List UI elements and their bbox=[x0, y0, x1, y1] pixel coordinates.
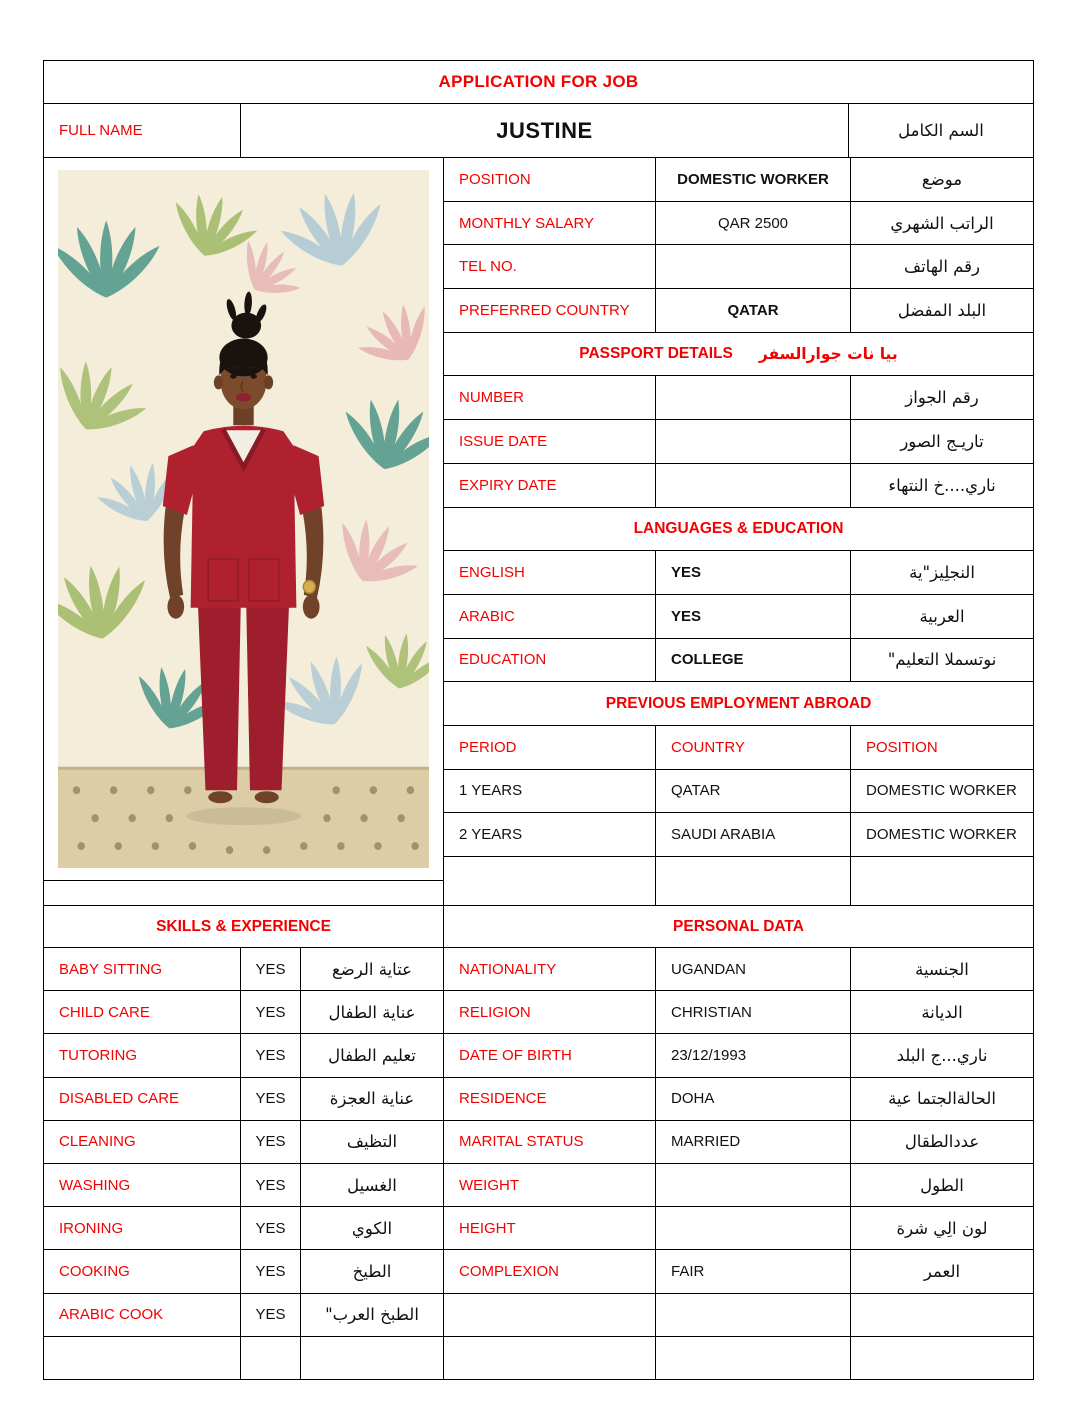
position-label: POSITION bbox=[444, 158, 656, 201]
personal-empty-row-1 bbox=[444, 1294, 1033, 1337]
tel-arabic-label: رقم الهاتف bbox=[904, 257, 980, 277]
photo-cell bbox=[44, 158, 444, 905]
education-label: EDUCATION bbox=[444, 639, 656, 682]
issue-date-arabic-label: تاريـج الصور bbox=[900, 431, 984, 451]
issue-date-value bbox=[656, 420, 851, 463]
dob-value: 23/12/1993 bbox=[656, 1034, 851, 1076]
row-washing bbox=[44, 1164, 443, 1207]
child-care-arabic-label: عناية الطفال bbox=[328, 1002, 416, 1022]
languages-header-text: LANGUAGES & EDUCATION bbox=[633, 519, 844, 537]
arabic-cook-arabic-label: الطبخ العرب" bbox=[325, 1305, 419, 1325]
expiry-date-arabic-label: ناري....خ النتهاء bbox=[888, 475, 996, 495]
details-column bbox=[444, 158, 1033, 905]
row-weight bbox=[444, 1164, 1033, 1207]
washing-arabic-label: الغسيل bbox=[347, 1175, 397, 1195]
employment-2-period: 2 YEARS bbox=[444, 813, 656, 856]
disabled-care-label: DISABLED CARE bbox=[44, 1078, 241, 1120]
row-tel-no bbox=[444, 245, 1033, 289]
salary-arabic-label: الراتب الشهري bbox=[890, 213, 994, 233]
religion-label: RELIGION bbox=[444, 991, 656, 1033]
cleaning-label: CLEANING bbox=[44, 1121, 241, 1163]
tel-value bbox=[656, 245, 851, 288]
row-marital-status bbox=[444, 1121, 1033, 1164]
passport-header-text: PASSPORT DETAILS bbox=[579, 345, 733, 363]
employment-header-text: PREVIOUS EMPLOYMENT ABROAD bbox=[605, 694, 872, 712]
cooking-value: YES bbox=[241, 1250, 301, 1292]
empty-cell bbox=[851, 857, 1033, 905]
passport-section-header bbox=[444, 333, 1033, 377]
row-residence bbox=[444, 1078, 1033, 1121]
row-english bbox=[444, 551, 1033, 595]
full-name-row bbox=[44, 104, 1033, 158]
row-position bbox=[444, 158, 1033, 202]
application-form-table bbox=[43, 60, 1034, 1380]
row-disabled-care bbox=[44, 1078, 443, 1121]
photo-bottom-spacer bbox=[44, 880, 443, 905]
employment-1-period: 1 YEARS bbox=[444, 770, 656, 813]
religion-value: CHRISTIAN bbox=[656, 991, 851, 1033]
full-name-label: FULL NAME bbox=[44, 104, 241, 157]
empty-cell bbox=[44, 1337, 241, 1379]
row-cooking bbox=[44, 1250, 443, 1293]
cleaning-arabic-label: التظيف bbox=[346, 1132, 398, 1152]
weight-label: WEIGHT bbox=[444, 1164, 656, 1206]
personal-header-text: PERSONAL DATA bbox=[673, 917, 804, 935]
row-child-care bbox=[44, 991, 443, 1034]
row-tutoring bbox=[44, 1034, 443, 1077]
residence-arabic-label: الحالةالجتما عية bbox=[888, 1089, 996, 1109]
ironing-arabic-label: الكوي bbox=[351, 1218, 393, 1238]
arabic-cook-label: ARABIC COOK bbox=[44, 1294, 241, 1336]
dob-arabic-label: ناري...ج البلد bbox=[896, 1046, 988, 1065]
residence-label: RESIDENCE bbox=[444, 1078, 656, 1120]
employment-row-1 bbox=[444, 770, 1033, 814]
tutoring-arabic-label: تعليم الطفال bbox=[328, 1046, 416, 1065]
complexion-label: COMPLEXION bbox=[444, 1250, 656, 1292]
employment-row-2 bbox=[444, 813, 1033, 857]
arabic-arabic-label: العربية bbox=[919, 606, 965, 626]
row-nationality bbox=[444, 948, 1033, 991]
complexion-value: FAIR bbox=[656, 1250, 851, 1292]
baby-sitting-arabic-label: عتاية الرضع bbox=[331, 959, 413, 979]
personal-column bbox=[444, 948, 1033, 1379]
empty-cell bbox=[851, 1337, 1033, 1379]
residence-value: DOHA bbox=[656, 1078, 851, 1120]
skills-column bbox=[44, 948, 444, 1379]
employment-2-country: SAUDI ARABIA bbox=[656, 813, 851, 856]
height-value bbox=[656, 1207, 851, 1249]
weight-value bbox=[656, 1164, 851, 1206]
expiry-date-value bbox=[656, 464, 851, 507]
employment-col-country: COUNTRY bbox=[656, 726, 851, 769]
expiry-date-label: EXPIRY DATE bbox=[444, 464, 656, 507]
form-title-row bbox=[44, 61, 1033, 104]
disabled-care-value: YES bbox=[241, 1078, 301, 1120]
row-religion bbox=[444, 991, 1033, 1034]
skills-header-text: SKILLS & EXPERIENCE bbox=[156, 917, 331, 935]
empty-cell bbox=[656, 857, 851, 905]
nationality-arabic-label: الجنسية bbox=[915, 959, 969, 979]
arabic-value: YES bbox=[656, 595, 851, 638]
passport-number-arabic-label: رقم الجواز bbox=[905, 388, 979, 408]
disabled-care-arabic-label: عناية العجزة bbox=[329, 1089, 415, 1109]
row-arabic-language bbox=[444, 595, 1033, 639]
marital-status-arabic-label: عددالطقال bbox=[904, 1132, 980, 1152]
tutoring-value: YES bbox=[241, 1034, 301, 1076]
employment-2-position: DOMESTIC WORKER bbox=[866, 826, 1017, 844]
row-baby-sitting bbox=[44, 948, 443, 991]
baby-sitting-value: YES bbox=[241, 948, 301, 990]
position-arabic-label: موضع bbox=[921, 169, 963, 189]
row-arabic-cook bbox=[44, 1294, 443, 1337]
issue-date-label: ISSUE DATE bbox=[444, 420, 656, 463]
nationality-value: UGANDAN bbox=[656, 948, 851, 990]
row-cleaning bbox=[44, 1121, 443, 1164]
country-label: PREFERRED COUNTRY bbox=[444, 289, 656, 332]
row-monthly-salary bbox=[444, 202, 1033, 246]
employment-empty-row bbox=[444, 857, 1033, 905]
empty-cell bbox=[444, 1294, 656, 1336]
nationality-label: NATIONALITY bbox=[444, 948, 656, 990]
wrist-watch bbox=[303, 580, 315, 593]
washing-value: YES bbox=[241, 1164, 301, 1206]
personal-empty-row-2 bbox=[444, 1337, 1033, 1379]
marital-status-value: MARRIED bbox=[656, 1121, 851, 1163]
arabic-cook-value: YES bbox=[241, 1294, 301, 1336]
dob-label: DATE OF BIRTH bbox=[444, 1034, 656, 1076]
row-date-of-birth bbox=[444, 1034, 1033, 1077]
english-label: ENGLISH bbox=[444, 551, 656, 594]
row-ironing bbox=[44, 1207, 443, 1250]
personal-section-header bbox=[444, 906, 1033, 947]
empty-cell bbox=[656, 1294, 851, 1336]
salary-label: MONTHLY SALARY bbox=[444, 202, 656, 245]
row-complexion bbox=[444, 1250, 1033, 1293]
marital-status-label: MARITAL STATUS bbox=[444, 1121, 656, 1163]
salary-value: QAR 2500 bbox=[656, 202, 851, 245]
main-section bbox=[44, 158, 1033, 906]
empty-cell bbox=[241, 1337, 301, 1379]
religion-arabic-label: الديانة bbox=[921, 1002, 963, 1022]
form-title: APPLICATION FOR JOB bbox=[438, 72, 639, 91]
arabic-label: ARABIC bbox=[444, 595, 656, 638]
skills-empty-row bbox=[44, 1337, 443, 1379]
washing-label: WASHING bbox=[44, 1164, 241, 1206]
passport-header-arabic: بيا نات جوارالسفر bbox=[758, 345, 898, 364]
employment-col-period: PERIOD bbox=[444, 726, 656, 769]
photo-frame bbox=[44, 158, 443, 880]
ironing-value: YES bbox=[241, 1207, 301, 1249]
employment-1-country: QATAR bbox=[656, 770, 851, 813]
position-value: DOMESTIC WORKER bbox=[656, 158, 851, 201]
employment-1-position: DOMESTIC WORKER bbox=[866, 782, 1017, 800]
bottom-section-headers bbox=[44, 906, 1033, 948]
passport-number-value bbox=[656, 376, 851, 419]
skills-section-header bbox=[44, 906, 444, 947]
cooking-label: COOKING bbox=[44, 1250, 241, 1292]
employment-section-header bbox=[444, 682, 1033, 726]
weight-arabic-label: الطول bbox=[920, 1175, 964, 1195]
complexion-arabic-label: العمر bbox=[923, 1262, 961, 1282]
row-expiry-date bbox=[444, 464, 1033, 508]
child-care-label: CHILD CARE bbox=[44, 991, 241, 1033]
applicant-photo bbox=[58, 170, 429, 868]
passport-number-label: NUMBER bbox=[444, 376, 656, 419]
full-name-value: JUSTINE bbox=[241, 104, 849, 157]
full-name-arabic-label: السم الكامل bbox=[898, 121, 984, 140]
empty-cell bbox=[851, 1294, 1033, 1336]
languages-section-header bbox=[444, 508, 1033, 552]
row-education bbox=[444, 639, 1033, 683]
tel-label: TEL NO. bbox=[444, 245, 656, 288]
empty-cell bbox=[301, 1337, 443, 1379]
row-passport-number bbox=[444, 376, 1033, 420]
empty-cell bbox=[444, 1337, 656, 1379]
baby-sitting-label: BABY SITTING bbox=[44, 948, 241, 990]
height-label: HEIGHT bbox=[444, 1207, 656, 1249]
child-care-value: YES bbox=[241, 991, 301, 1033]
empty-cell bbox=[444, 857, 656, 905]
height-arabic-label: لون الِي شرة bbox=[896, 1218, 988, 1238]
education-value: COLLEGE bbox=[656, 639, 851, 682]
row-height bbox=[444, 1207, 1033, 1250]
country-value: QATAR bbox=[656, 289, 851, 332]
education-arabic-label: نوتسملا التعليم" bbox=[887, 650, 997, 670]
cleaning-value: YES bbox=[241, 1121, 301, 1163]
cooking-arabic-label: الطيخ bbox=[352, 1262, 392, 1282]
tutoring-label: TUTORING bbox=[44, 1034, 241, 1076]
bottom-section bbox=[44, 948, 1033, 1379]
row-issue-date bbox=[444, 420, 1033, 464]
empty-cell bbox=[656, 1337, 851, 1379]
employment-columns-row bbox=[444, 726, 1033, 770]
ironing-label: IRONING bbox=[44, 1207, 241, 1249]
english-arabic-label: النجلِيز"ية bbox=[909, 563, 975, 583]
english-value: YES bbox=[656, 551, 851, 594]
employment-col-position: POSITION bbox=[866, 738, 938, 756]
country-arabic-label: البلد المفضل bbox=[897, 300, 987, 320]
row-preferred-country bbox=[444, 289, 1033, 333]
